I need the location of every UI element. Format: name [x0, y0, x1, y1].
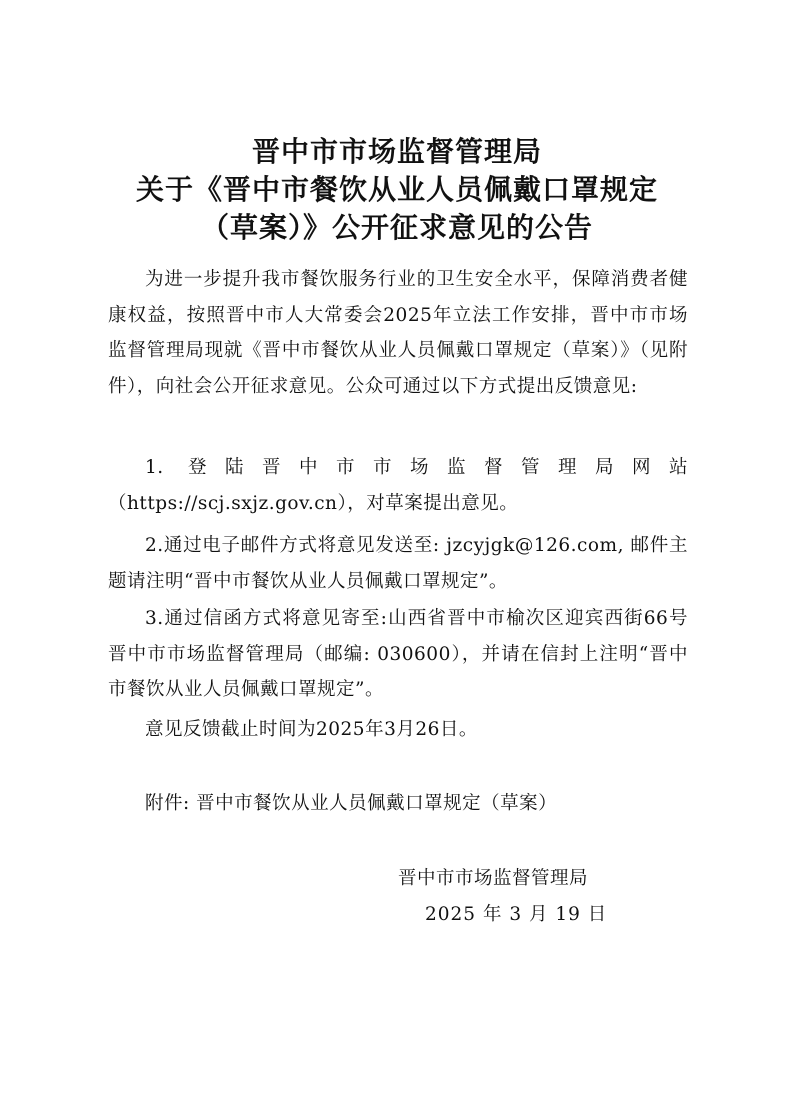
intro-paragraph: 为进一步提升我市餐饮服务行业的卫生安全水平，保障消费者健康权益，按照晋中市人大常委会2025年立法工作安排，晋中市市场监督管理局现就《晋中市餐饮从业人员佩戴口罩规定（草案）》（见附件），向社会公开征求意见。公众可通过以下方式提出反馈意见:: [108, 269, 688, 397]
title-line-2: 关于《晋中市餐饮从业人员佩戴口罩规定: [135, 173, 658, 206]
item-1-block: [108, 450, 688, 521]
signature-date: 2025 年 3 月 19 日: [425, 904, 608, 925]
title-line-3: （草案）》公开征求意见的公告: [200, 211, 593, 244]
deadline-block: [108, 712, 688, 748]
feedback-method-email: 2.通过电子邮件方式将意见发送至: jzcyjgk@126.com, 邮件主题请注明“晋中市餐饮从业人员佩戴口罩规定”。: [108, 535, 688, 592]
title-line-1: 晋中市市场监督管理局: [251, 135, 542, 168]
feedback-method-website: 1. 登陆晋中市市场监督管理局网站（https://scj.sxjz.gov.cn），对草案提出意见。: [108, 457, 688, 514]
item-2-block: [108, 528, 688, 599]
deadline-paragraph: 意见反馈截止时间为2025年3月26日。: [145, 719, 478, 740]
attachment-line: 附件: 晋中市餐饮从业人员佩戴口罩规定（草案）: [145, 793, 558, 814]
item-3-block: [108, 601, 688, 708]
intro-paragraph-block: [108, 262, 688, 404]
feedback-method-letter: 3.通过信函方式将意见寄至:山西省晋中市榆次区迎宾西街66号晋中市市场监督管理局（邮编: 030600），并请在信封上注明“晋中市餐饮从业人员佩戴口罩规定”。: [108, 608, 688, 700]
signature-organization: 晋中市市场监督管理局: [398, 868, 589, 889]
